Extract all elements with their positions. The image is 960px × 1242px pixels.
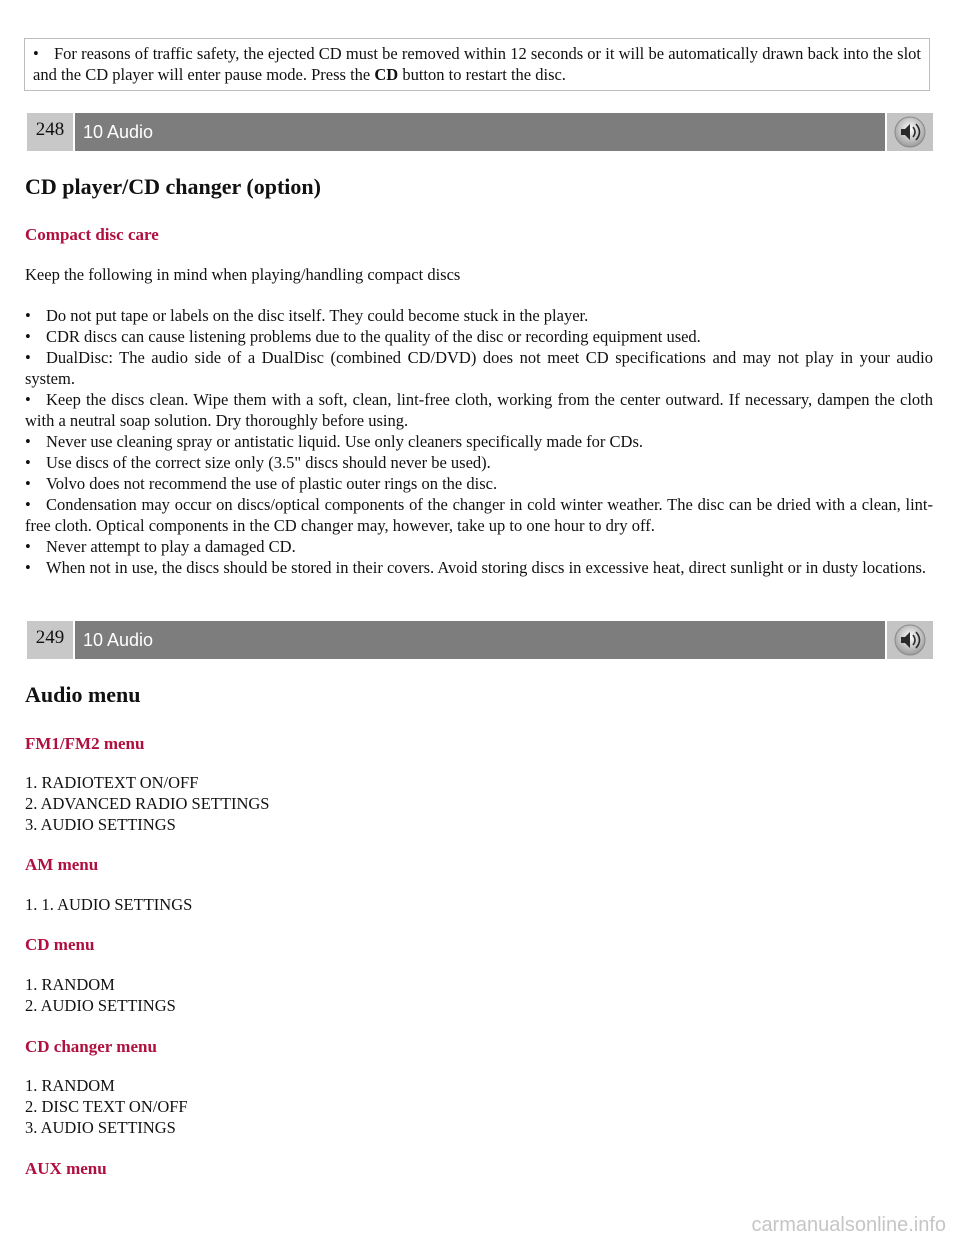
list-item: • Keep the discs clean. Wipe them with a soft, clean, lint-free cloth, working from the center outward. If necessary, dampen the cloth with a neutral soap solution. Dry thoroughly before using. [25,390,933,430]
list-item: 2. AUDIO SETTINGS [25,996,176,1015]
list-item: 3. AUDIO SETTINGS [25,815,176,834]
cd-menu-list [25,974,933,1016]
intro-paragraph: Keep the following in mind when playing/handling compact discs [25,265,461,284]
list-item: 1. RANDOM [25,1076,115,1095]
disc-care-list [25,305,933,578]
list-item: • Use discs of the correct size only (3.5" discs should never be used). [25,453,491,472]
speaker-icon-graphic [893,623,927,657]
cd-menu-heading: CD menu [25,935,95,954]
cd-changer-menu-list [25,1075,933,1138]
list-item: • CDR discs can cause listening problems due to the quality of the disc or recording equipment used. [25,327,701,346]
section-bar-248 [27,113,933,151]
list-item: • Condensation may occur on discs/optical components of the changer in cold winter weather. The disc can be dried with a clean, lint-free cloth. Optical components in the CD changer may, however, take up to one hour to dry off. [25,495,933,535]
speaker-icon-graphic [893,115,927,149]
list-item: • When not in use, the discs should be stored in their covers. Avoid storing discs in excessive heat, direct sunlight or in dusty locations. [25,558,927,577]
page-number: 248 [27,113,73,151]
subheading-disc-care: Compact disc care [25,225,159,244]
traffic-safety-note [24,38,930,91]
list-item: 1. 1. AUDIO SETTINGS [25,895,193,914]
section-bar-249 [27,621,933,659]
note-text-before: For reasons of traffic safety, the ejected CD must be removed within 12 seconds or it will be automatically drawn back into the slot and the CD player will enter pause mode. Press the [33,44,921,84]
fm-menu-heading: FM1/FM2 menu [25,734,145,753]
list-item: • Do not put tape or labels on the disc itself. They could become stuck in the player. [25,306,589,325]
chapter-title: 10 Audio [75,113,885,151]
list-item: • Volvo does not recommend the use of plastic outer rings on the disc. [25,474,498,493]
list-item: • DualDisc: The audio side of a DualDisc (combined CD/DVD) does not meet CD specifications and may not play in your audio system. [25,348,933,388]
list-item: • Never attempt to play a damaged CD. [25,537,296,556]
section-heading: CD player/CD changer (option) [25,174,321,199]
list-item: 3. AUDIO SETTINGS [25,1118,176,1137]
list-item: • Never use cleaning spray or antistatic liquid. Use only cleaners specifically made for CDs. [25,432,644,451]
list-item: 2. ADVANCED RADIO SETTINGS [25,794,270,813]
note-bold-cd: CD [374,65,399,84]
list-item: 2. DISC TEXT ON/OFF [25,1097,188,1116]
page-number: 249 [27,621,73,659]
list-item: 1. RADIOTEXT ON/OFF [25,773,199,792]
speaker-icon[interactable] [887,621,933,659]
list-item: 1. RANDOM [25,975,115,994]
cd-changer-menu-heading: CD changer menu [25,1037,157,1056]
audio-menu-heading: Audio menu [25,682,141,707]
speaker-icon[interactable] [887,113,933,151]
bullet-dot: • [33,44,39,63]
am-menu-list [25,894,933,915]
am-menu-heading: AM menu [25,855,99,874]
note-bullet [33,43,921,85]
note-text-after: button to restart the disc. [398,65,566,84]
chapter-title: 10 Audio [75,621,885,659]
fm-menu-list [25,772,933,835]
footer-watermark: carmanualsonline.info [751,1214,946,1236]
aux-menu-heading: AUX menu [25,1159,107,1178]
